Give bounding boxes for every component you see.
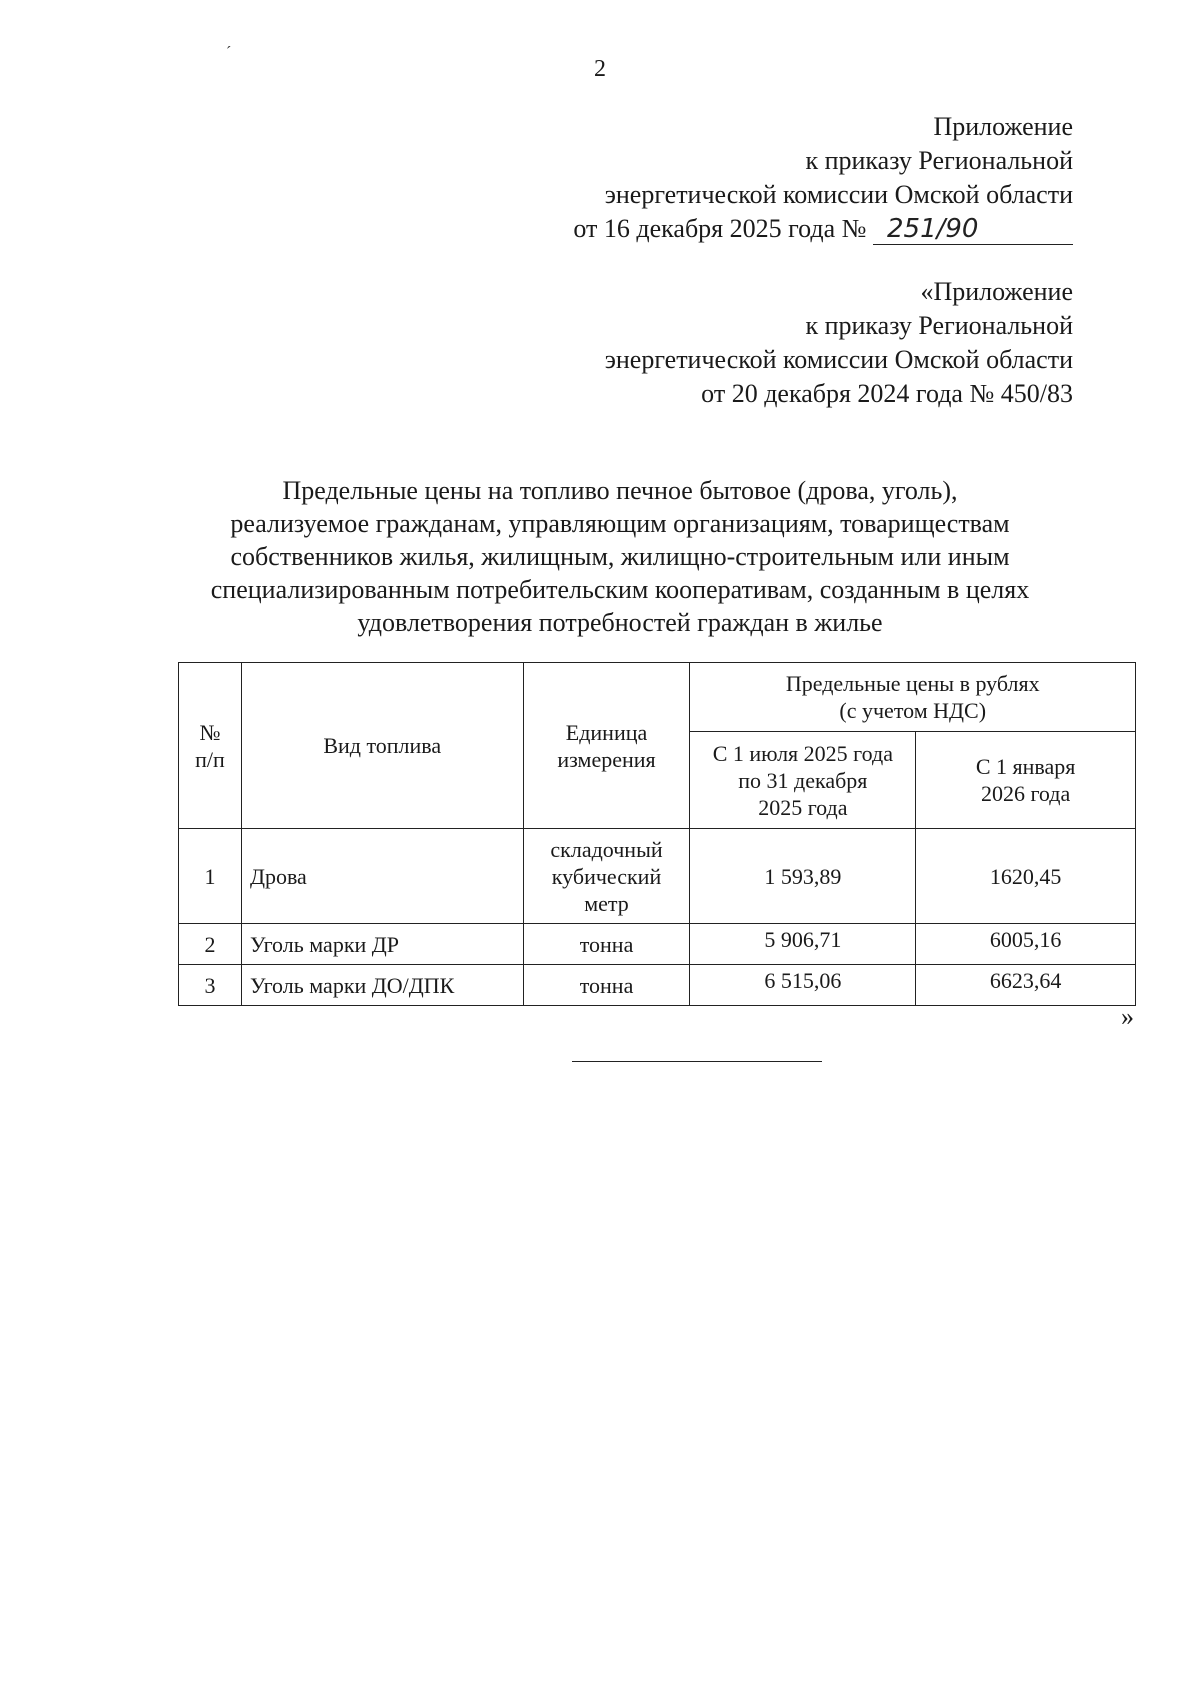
document-title — [140, 474, 1100, 639]
title-line: удовлетворения потребностей граждан в жилье — [357, 608, 883, 637]
price-2025: 6 515,06 — [690, 965, 916, 1006]
table-header-row — [179, 663, 1136, 732]
appendix-date-line: от 20 декабря 2024 года № 450/83 — [701, 379, 1073, 408]
appendix-title: «Приложение — [920, 277, 1073, 306]
row-number: 3 — [179, 965, 242, 1006]
row-number: 2 — [179, 924, 242, 965]
fuel-name: Дрова — [241, 829, 523, 924]
unit: складочный кубический метр — [523, 829, 690, 924]
page-number: 2 — [594, 56, 606, 82]
appendix-commission-line: энергетической комиссии Омской области — [604, 345, 1073, 374]
price-2025: 1 593,89 — [690, 829, 916, 924]
appendix-header-original — [605, 275, 1073, 411]
unit: тонна — [523, 965, 690, 1006]
end-divider — [572, 1061, 822, 1062]
table-row — [179, 829, 1136, 924]
appendix-order-line: к приказу Региональной — [805, 146, 1073, 175]
fuel-name: Уголь марки ДР — [241, 924, 523, 965]
header-period-2026: С 1 января 2026 года — [916, 732, 1136, 829]
scan-artifact-mark: ˊ — [226, 44, 232, 61]
price-table — [178, 662, 1136, 1006]
appendix-date-line — [573, 212, 1073, 246]
appendix-title: Приложение — [933, 112, 1073, 141]
row-number: 1 — [179, 829, 242, 924]
table-row — [179, 965, 1136, 1006]
closing-quote: » — [1121, 1002, 1134, 1031]
appendix-commission-line: энергетической комиссии Омской области — [604, 180, 1073, 209]
title-line: собственников жилья, жилищным, жилищно-строительным или иным — [230, 542, 1010, 571]
title-line: Предельные цены на топливо печное бытовое (дрова, уголь), — [282, 476, 958, 505]
title-line: специализированным потребительским кооперативам, созданным в целях — [210, 575, 1030, 604]
header-fuel-type: Вид топлива — [241, 663, 523, 829]
appendix-header-new — [573, 110, 1073, 246]
unit: тонна — [523, 924, 690, 965]
title-line: реализуемое гражданам, управляющим организациям, товариществам — [230, 509, 1010, 538]
price-2025: 5 906,71 — [690, 924, 916, 965]
header-price-group: Предельные цены в рублях (с учетом НДС) — [690, 663, 1136, 732]
appendix-order-line: к приказу Региональной — [805, 311, 1073, 340]
price-2026: 1620,45 — [916, 829, 1136, 924]
appendix-date-text: от 16 декабря 2025 года № — [573, 214, 867, 243]
header-unit: Единица измерения — [523, 663, 690, 829]
price-2026: 6623,64 — [916, 965, 1136, 1006]
table-row — [179, 924, 1136, 965]
fuel-name: Уголь марки ДО/ДПК — [241, 965, 523, 1006]
handwritten-order-number: 251/90 — [873, 214, 1073, 245]
price-2026: 6005,16 — [916, 924, 1136, 965]
header-number: № п/п — [179, 663, 242, 829]
header-period-2025: С 1 июля 2025 года по 31 декабря 2025 года — [690, 732, 916, 829]
